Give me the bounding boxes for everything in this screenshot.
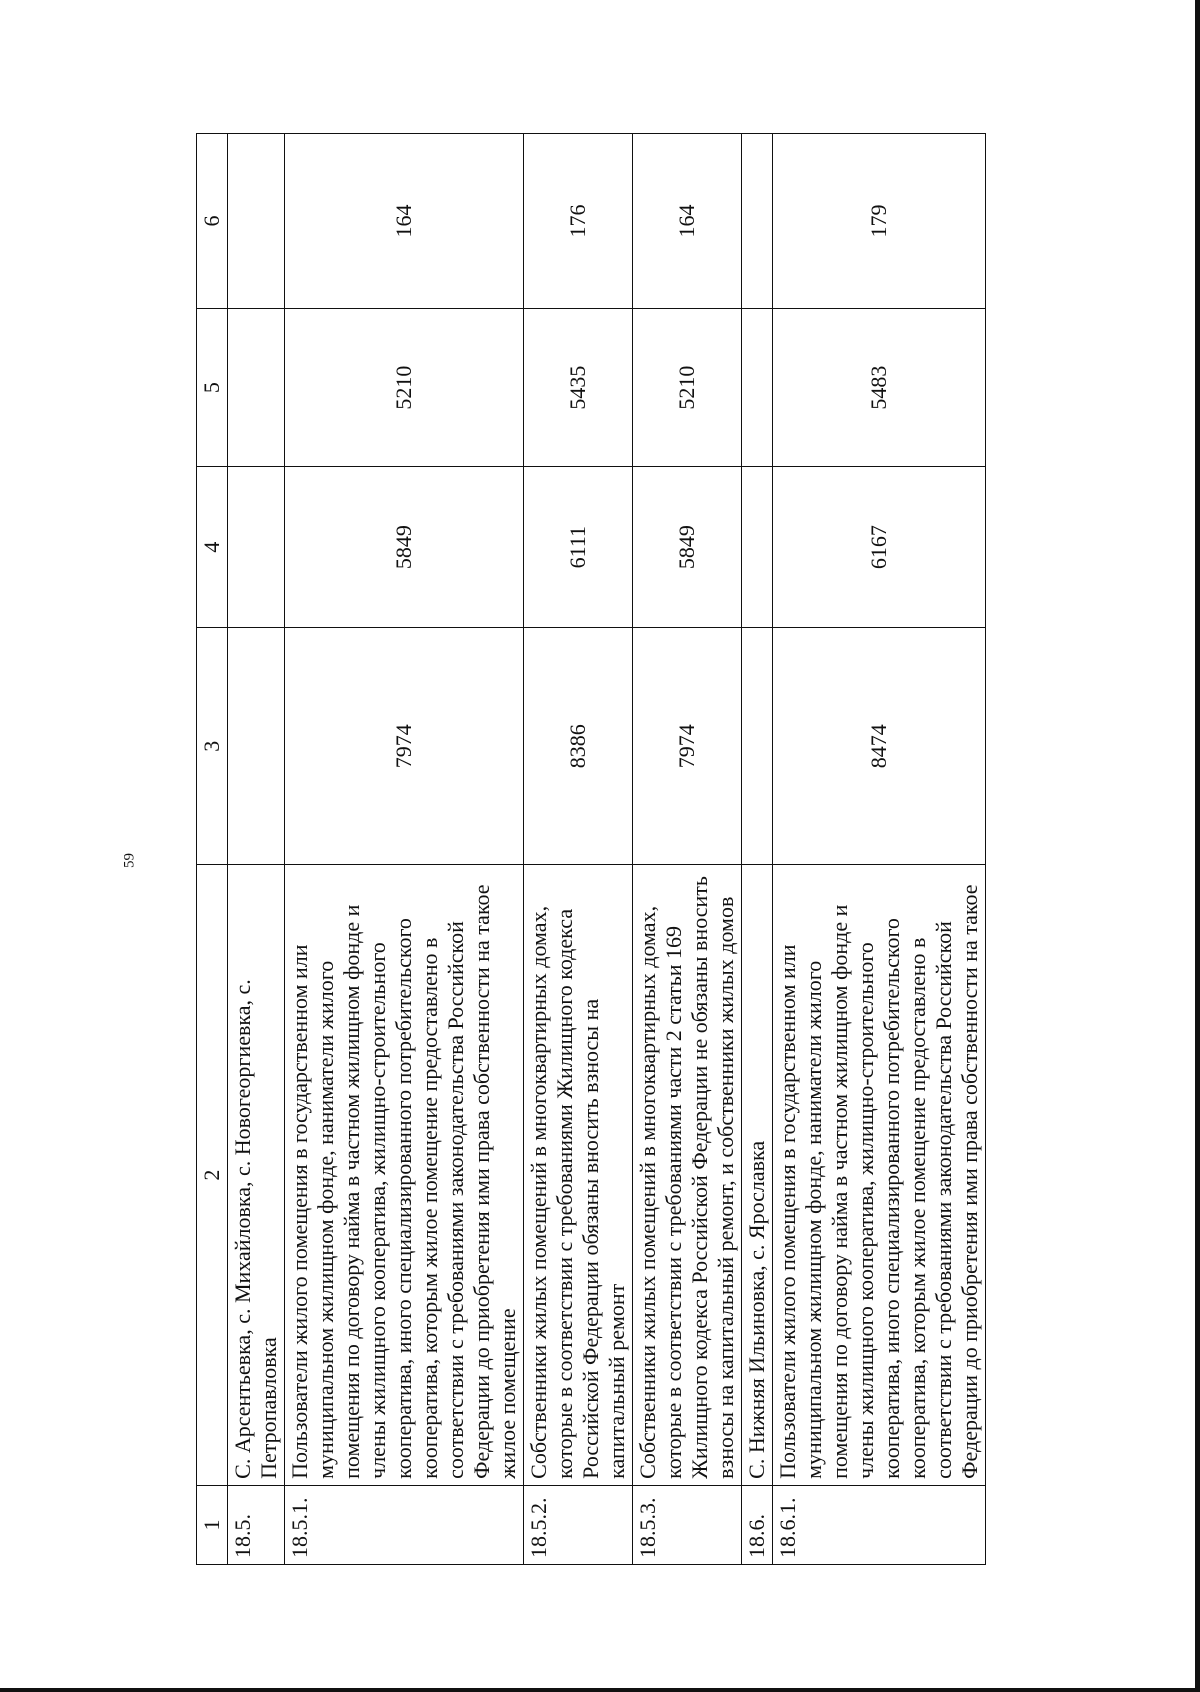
- row-number: 18.6.1.: [773, 1485, 986, 1564]
- scan-frame-bottom-edge: [0, 1688, 1200, 1692]
- row-value-col6: 164: [285, 134, 524, 309]
- table-row: [773, 134, 986, 1565]
- row-value-col3: 7974: [285, 628, 524, 865]
- row-value-col4: 6111: [524, 467, 633, 628]
- table-row: [228, 134, 285, 1565]
- page-number: 59: [121, 853, 138, 868]
- row-value-col3: [742, 628, 773, 865]
- row-value-col5: 5435: [524, 308, 633, 466]
- column-header-3: 3: [197, 628, 228, 865]
- column-header-1: 1: [197, 1485, 228, 1564]
- row-value-col5: [742, 308, 773, 466]
- row-value-col3: [228, 628, 285, 865]
- row-number: 18.5.1.: [285, 1485, 524, 1564]
- row-description: Пользователи жилого помещения в государственном или муниципальном жилищном фонде, наниматели жилого помещения по договору найма в частном жилищном фонде и члены жилищного кооператива, жилищно-строительного кооператива, иного специализированного потребительского кооператива, которым жилое помещение предоставлено в соответствии с требованиями законодательства Российской Федерации до приобретения ими права собственности на такое: [773, 865, 986, 1485]
- row-value-col5: 5210: [633, 308, 742, 466]
- row-value-col6: 164: [633, 134, 742, 309]
- table-row: [742, 134, 773, 1565]
- row-value-col4: 5849: [285, 467, 524, 628]
- row-value-col4: [742, 467, 773, 628]
- row-value-col3: 8474: [773, 628, 986, 865]
- row-value-col6: [228, 134, 285, 309]
- table-row: [633, 134, 742, 1565]
- column-header-5: 5: [197, 308, 228, 466]
- row-description: С. Арсентьевка, с. Михайловка, с. Новогеоргиевка, с. Петропавловка: [228, 865, 285, 1485]
- row-value-col5: [228, 308, 285, 466]
- row-value-col6: 179: [773, 134, 986, 309]
- row-value-col4: 5849: [633, 467, 742, 628]
- row-description: С. Нижняя Ильиновка, с. Ярославка: [742, 865, 773, 1485]
- row-number: 18.5.2.: [524, 1485, 633, 1564]
- scan-frame-right-edge: [1195, 0, 1200, 1692]
- row-number: 18.6.: [742, 1485, 773, 1564]
- row-value-col6: 176: [524, 134, 633, 309]
- row-value-col6: [742, 134, 773, 309]
- column-header-4: 4: [197, 467, 228, 628]
- table-header-row: [197, 134, 228, 1565]
- column-header-2: 2: [197, 865, 228, 1485]
- row-value-col4: 6167: [773, 467, 986, 628]
- row-value-col5: 5483: [773, 308, 986, 466]
- row-description: Собственники жилых помещений в многоквартирных домах, которые в соответствии с требованиями части 2 статьи 169 Жилищного кодекса Российской Федерации не обязаны вносить взносы на капитальный ремонт, и собственники жилых домов: [633, 865, 742, 1485]
- table-row: [524, 134, 633, 1565]
- row-value-col3: 7974: [633, 628, 742, 865]
- row-value-col3: 8386: [524, 628, 633, 865]
- row-description: Пользователи жилого помещения в государственном или муниципальном жилищном фонде, наниматели жилого помещения по договору найма в частном жилищном фонде и члены жилищного кооператива, жилищно-строительного кооператива, иного специализированного потребительского кооператива, которым жилое помещение предоставлено в соответствии с требованиями законодательства Российской Федерации до приобретения ими права собственности на такое жилое помещение: [285, 865, 524, 1485]
- row-value-col4: [228, 467, 285, 628]
- row-number: 18.5.: [228, 1485, 285, 1564]
- column-header-6: 6: [197, 134, 228, 309]
- table-row: [285, 134, 524, 1565]
- tariff-table: [196, 133, 986, 1565]
- row-number: 18.5.3.: [633, 1485, 742, 1564]
- row-value-col5: 5210: [285, 308, 524, 466]
- row-description: Собственники жилых помещений в многоквартирных домах, которые в соответствии с требованиями Жилищного кодекса Российской Федерации обязаны вносить взносы на капитальный ремонт: [524, 865, 633, 1485]
- rotated-table-container: [196, 133, 1064, 1565]
